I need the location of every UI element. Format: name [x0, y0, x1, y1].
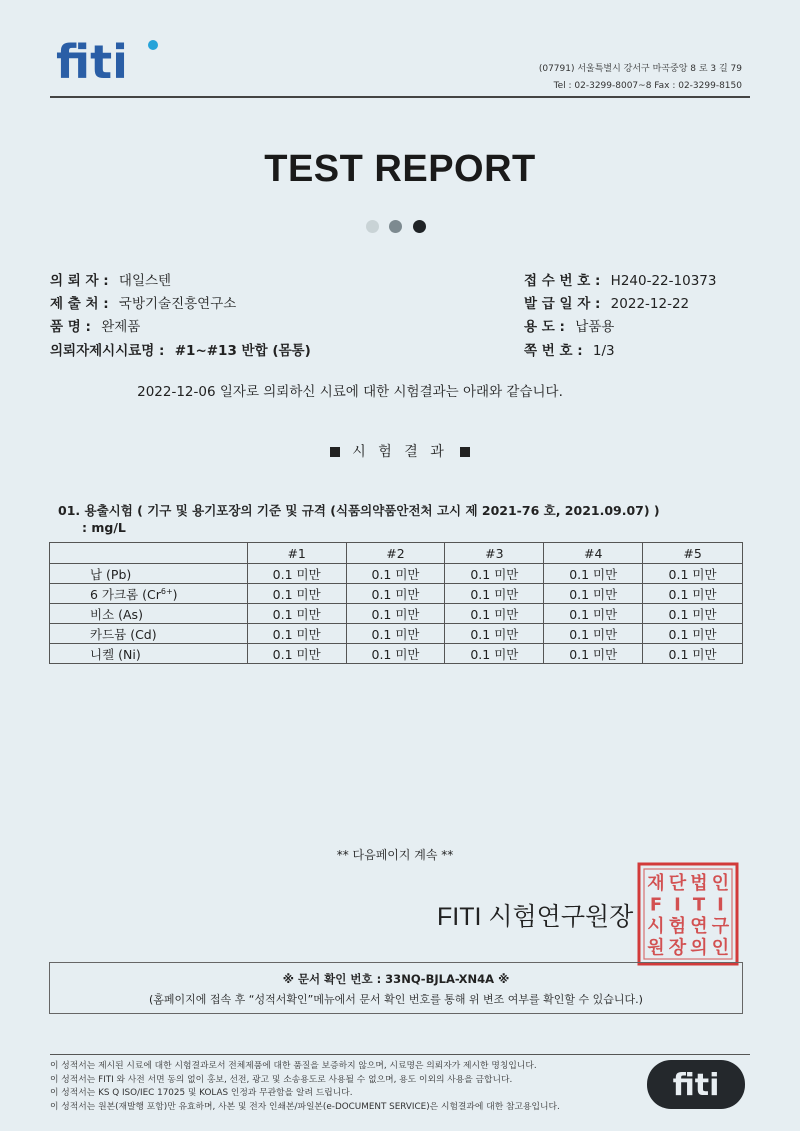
info-key: 제 출 처 :	[50, 296, 109, 312]
result-cell: 0.1 미만	[544, 624, 643, 644]
badge-text: fiti	[672, 1068, 720, 1103]
result-cell: 0.1 미만	[643, 604, 743, 624]
official-seal	[636, 861, 740, 967]
result-cell: 0.1 미만	[346, 644, 445, 664]
result-cell: 0.1 미만	[643, 564, 743, 584]
continued-note: ** 다음페이지 계속 **	[336, 848, 454, 862]
header-divider	[50, 96, 750, 98]
info-value: 1/3	[592, 343, 615, 359]
signature-line: FITI 시험연구원장	[437, 903, 634, 931]
result-cell: 0.1 미만	[445, 564, 544, 584]
seal-character: 인	[711, 937, 730, 959]
result-cell: 0.1 미만	[247, 624, 346, 644]
analyte-label-tail: )	[172, 586, 178, 602]
intro-sentence: 2022-12-06 일자로 의뢰하신 시료에 대한 시험결과는 아래와 같습니다.	[137, 384, 563, 400]
address-line: (07791) 서울특별시 강서구 마곡중앙 8 로 3 길 79	[538, 64, 742, 74]
analyte-label: 카드뮴 (Cd)	[90, 626, 157, 642]
analyte-label: 6 가크롬 (Cr	[90, 586, 161, 602]
square-bullet-icon	[460, 447, 470, 457]
seal-character: 단	[668, 873, 687, 894]
footnote: 이 성적서는 KS Q ISO/IEC 17025 및 KOLAS 인정과 무관함을 알려 드립니다.	[50, 1088, 353, 1098]
analyte-name	[50, 604, 248, 624]
result-cell: 0.1 미만	[346, 584, 445, 604]
table-row	[50, 564, 743, 584]
fiti-logo	[56, 36, 186, 86]
seal-character: 법	[690, 873, 708, 894]
test-title: 01. 용출시험 ( 기구 및 용기포장의 기준 및 규격 (식품의약품안전처 고시 제 2021-76 호, 2021.09.07) )	[58, 503, 660, 518]
seal-character: 재	[647, 873, 665, 894]
info-value: H240-22-10373	[610, 273, 717, 289]
seal-character: 연	[690, 916, 708, 937]
info-key: 접 수 번 호 :	[524, 273, 601, 289]
result-cell: 0.1 미만	[445, 604, 544, 624]
info-key: 용 도 :	[524, 319, 565, 335]
result-cell: 0.1 미만	[247, 604, 346, 624]
analyte-name	[50, 624, 248, 644]
info-issue-date	[524, 292, 689, 312]
dot-light-icon	[366, 220, 379, 233]
result-cell: 0.1 미만	[247, 564, 346, 584]
table-header-row	[50, 543, 743, 564]
document-check-number: ※ 문서 확인 번호 : 33NQ-BJLA-XN4A ※	[282, 972, 510, 986]
column-header: #2	[346, 543, 445, 564]
analyte-superscript: 6+	[160, 586, 173, 596]
info-page-number	[524, 339, 615, 359]
info-value: 완제품	[101, 319, 141, 335]
result-cell: 0.1 미만	[544, 564, 643, 584]
info-purpose	[524, 315, 614, 335]
analyte-label: 비소 (As)	[90, 606, 143, 622]
result-cell: 0.1 미만	[643, 644, 743, 664]
result-cell: 0.1 미만	[346, 564, 445, 584]
seal-character: 험	[668, 916, 687, 937]
info-submitter	[50, 292, 236, 312]
seal-character: T	[692, 894, 706, 916]
seal-character: 시	[647, 916, 665, 937]
logo-text: fiti	[56, 36, 128, 86]
footnote: 이 성적서는 제시된 시료에 대한 시험결과로서 전체제품에 대한 품질을 보증하지 않으며, 시료명은 의뢰자가 제시한 명칭입니다.	[50, 1061, 537, 1071]
fiti-badge-logo	[646, 1059, 746, 1110]
analyte-name	[50, 644, 248, 664]
section-title: 시 험 결 과	[352, 444, 448, 460]
info-requester	[50, 269, 171, 289]
footer-divider	[50, 1054, 750, 1055]
report-title: TEST REPORT	[264, 148, 536, 190]
info-product	[50, 315, 140, 335]
result-cell: 0.1 미만	[643, 624, 743, 644]
info-key: 발 급 일 자 :	[524, 296, 601, 312]
seal-character: 구	[711, 916, 730, 937]
logo-dot-icon	[148, 40, 158, 50]
info-key: 의 뢰 자 :	[50, 273, 109, 289]
result-cell: 0.1 미만	[544, 644, 643, 664]
result-cell: 0.1 미만	[643, 584, 743, 604]
result-cell: 0.1 미만	[445, 624, 544, 644]
analyte-name	[50, 584, 248, 604]
footnotes	[50, 1060, 560, 1114]
seal-character: F	[649, 894, 663, 916]
info-value: 2022-12-22	[610, 296, 690, 312]
info-sample-name	[50, 339, 311, 359]
column-header: #3	[445, 543, 544, 564]
info-key: 쪽 번 호 :	[524, 343, 583, 359]
analyte-name	[50, 564, 248, 584]
info-key: 품 명 :	[50, 319, 91, 335]
info-receipt-number	[524, 269, 716, 289]
footnote: 이 성적서는 FITI 와 사전 서면 동의 없이 홍보, 선전, 광고 및 소송용도로 사용될 수 없으며, 용도 이외의 사용을 금합니다.	[50, 1074, 513, 1085]
result-cell: 0.1 미만	[445, 644, 544, 664]
seal-character: 인	[711, 873, 730, 894]
result-cell: 0.1 미만	[346, 624, 445, 644]
result-cell: 0.1 미만	[544, 604, 643, 624]
result-cell: 0.1 미만	[247, 644, 346, 664]
result-cell: 0.1 미만	[346, 604, 445, 624]
document-check-instructions: (홈페이지에 접속 후 “성적서확인”메뉴에서 문서 확인 번호를 통해 위 변조 여부를 확인할 수 있습니다.)	[149, 993, 643, 1006]
seal-character: 의	[690, 937, 708, 959]
analyte-label: 납 (Pb)	[90, 566, 132, 582]
section-heading	[0, 441, 800, 461]
seal-character: 원	[647, 937, 665, 959]
result-cell: 0.1 미만	[445, 584, 544, 604]
seal-character: I	[717, 894, 724, 916]
column-header: #5	[643, 543, 743, 564]
table-row	[50, 584, 743, 604]
results-table	[49, 542, 743, 664]
document-check-box	[49, 962, 743, 1014]
table-row	[50, 644, 743, 664]
tel-fax-line: Tel : 02-3299-8007~8 Fax : 02-3299-8150	[553, 81, 742, 91]
info-value: 국방기술진흥연구소	[118, 296, 237, 312]
dot-mid-icon	[389, 220, 402, 233]
dot-dark-icon	[413, 220, 426, 233]
table-row	[50, 604, 743, 624]
info-value: 납품용	[575, 319, 615, 335]
column-header: #1	[247, 543, 346, 564]
title-dots	[362, 220, 442, 234]
info-value: #1~#13 반합 (몸통)	[174, 343, 311, 359]
analyte-label: 니켈 (Ni)	[90, 646, 141, 662]
company-address	[539, 61, 742, 95]
result-cell: 0.1 미만	[544, 584, 643, 604]
result-cell: 0.1 미만	[247, 584, 346, 604]
info-key: 의뢰자제시시료명 :	[50, 343, 165, 359]
table-row	[50, 624, 743, 644]
seal-character: I	[674, 894, 681, 916]
column-header: #4	[544, 543, 643, 564]
column-header	[50, 543, 248, 564]
info-value: 대일스텐	[118, 273, 172, 289]
test-unit: : mg/L	[82, 520, 126, 535]
seal-character: 장	[668, 937, 687, 959]
square-bullet-icon	[330, 447, 340, 457]
footnote: 이 성적서는 원본(재발행 포함)만 유효하며, 사본 및 전자 인쇄본/파일본(e-DOCUMENT SERVICE)은 시험결과에 대한 참고용입니다.	[50, 1101, 560, 1112]
